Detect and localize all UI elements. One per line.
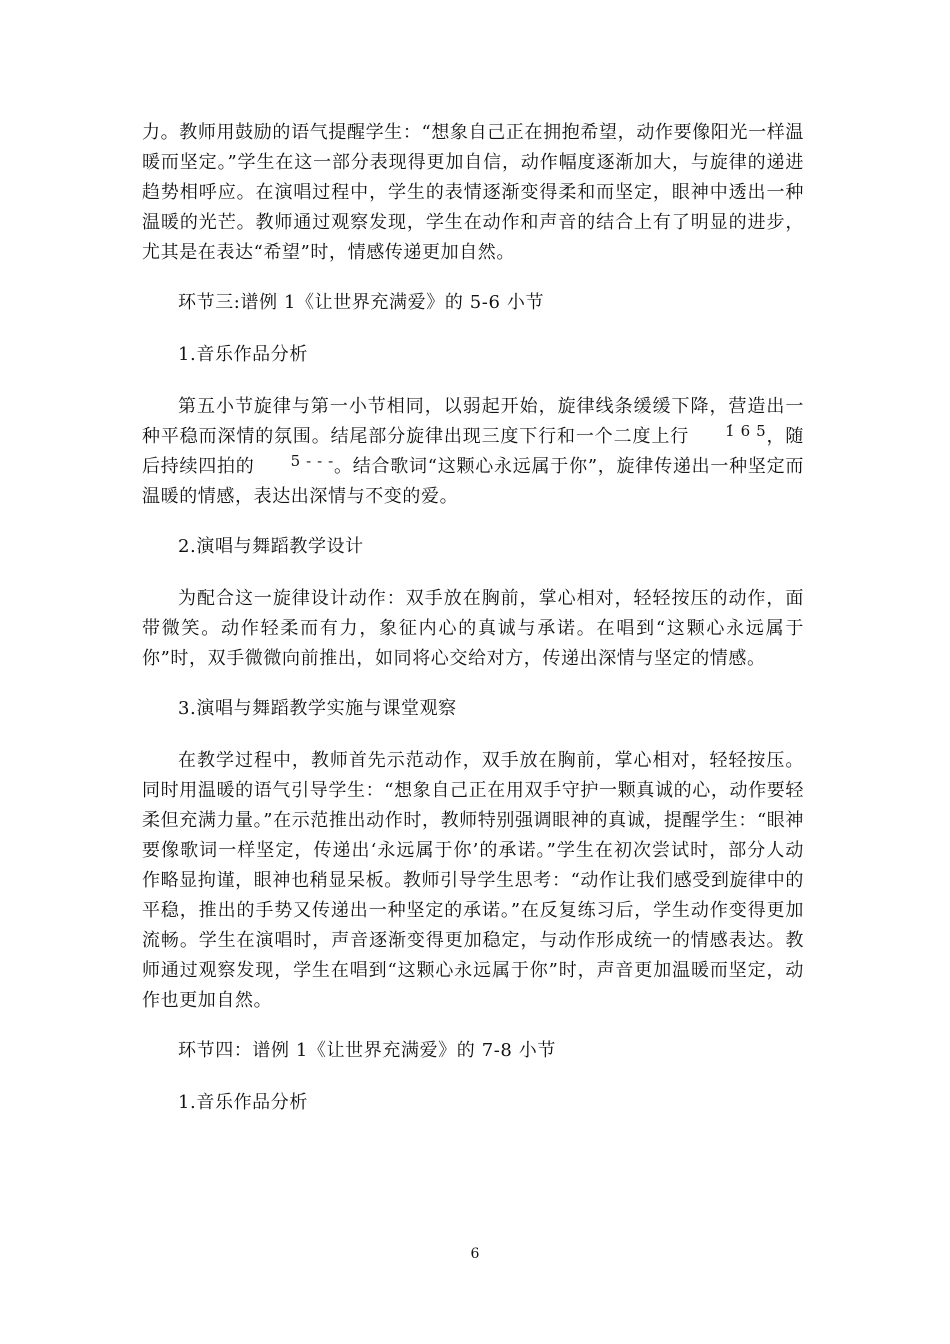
page-content	[142, 118, 804, 1140]
paragraph-teaching-implementation: 在教学过程中，教师首先示范动作，双手放在胸前，掌心相对，轻轻按压。同时用温暖的语气引导学生：“想象自己正在用双手守护一颗真诚的心，动作要轻柔但充满力量。”在示范推出动作时，教师特别强调眼神的真诚，提醒学生：“眼神要像歌词一样坚定，传递出‘永远属于你’的承诺。”学生在初次尝试时，部分人动作略显拘谨，眼神也稍显呆板。教师引导学生思考：“动作让我们感受到旋律中的平稳，推出的手势又传递出一种坚定的承诺。”在反复练习后，学生动作变得更加流畅。学生在演唱时，声音逐渐变得更加稳定，与动作形成统一的情感表达。教师通过观察发现，学生在唱到“这颗心永远属于你”时，声音更加温暖而坚定，动作也更加自然。	[142, 750, 804, 1011]
subheading-teaching-implementation: 3.演唱与舞蹈教学实施与课堂观察	[178, 698, 457, 719]
page-number: 6	[470, 1246, 480, 1262]
subheading-music-analysis: 1.音乐作品分析	[178, 344, 308, 365]
section-heading-3: 环节三:谱例 1《让世界充满爱》的 5-6 小节	[178, 292, 545, 313]
analysis-text-b: ，随后持续四拍的	[142, 426, 804, 477]
paragraph-teaching-design: 为配合这一旋律设计动作：双手放在胸前，掌心相对，轻轻按压的动作，面带微笑。动作轻柔而有力，象征内心的真诚与承诺。在唱到“这颗心永远属于你”时，双手微微向前推出，如同将心交给对方，传递出深情与坚定的情感。	[142, 588, 804, 669]
subheading-teaching-design: 2.演唱与舞蹈教学设计	[178, 536, 364, 557]
section-heading-4: 环节四：谱例 1《让世界充满爱》的 7-8 小节	[178, 1040, 557, 1061]
paragraph-continuation: 力。教师用鼓励的语气提醒学生：“想象自己正在拥抱希望，动作要像阳光一样温暖而坚定。”学生在这一部分表现得更加自信，动作幅度逐渐加大，与旋律的递进趋势相呼应。在演唱过程中，学生的表情逐渐变得柔和而坚定，眼神中透出一种温暖的光芒。教师通过观察发现，学生在动作和声音的结合上有了明显的进步，尤其是在表达“希望”时，情感传递更加自然。	[142, 122, 804, 263]
subheading-music-analysis-2: 1.音乐作品分析	[178, 1092, 308, 1113]
notation-sustain: 5 - - -	[290, 452, 334, 470]
analysis-text-c: 。结合歌词“这颗心永远属于你”，旋律传递出一种坚定而温暖的情感，表达出深情与不变的爱。	[142, 456, 804, 507]
paragraph-analysis	[142, 392, 804, 512]
notation-descending: 1̇ 6 5	[725, 422, 767, 440]
analysis-text-a: 第五小节旋律与第一小节相同，以弱起开始，旋律线条缓缓下降，营造出一种平稳而深情的氛围。结尾部分旋律出现三度下行和一个二度上行	[142, 396, 804, 447]
